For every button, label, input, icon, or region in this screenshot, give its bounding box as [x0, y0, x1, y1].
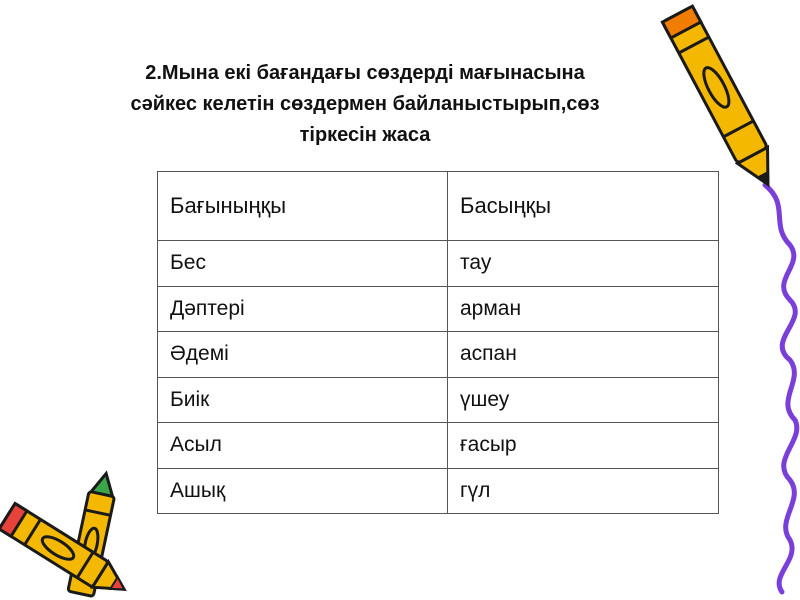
table-cell: үшеу	[448, 377, 719, 423]
table-cell: ғасыр	[448, 423, 719, 469]
table-cell: Асыл	[158, 423, 448, 469]
table-cell: Биік	[158, 377, 448, 423]
ribbon-decoration	[765, 185, 797, 592]
table-cell: Ашық	[158, 468, 448, 514]
column-header-dependent: Бағыныңқы	[158, 172, 448, 241]
column-header-head: Басыңқы	[448, 172, 719, 241]
crayon-top-right-icon	[662, 6, 783, 192]
table-cell: тау	[448, 241, 719, 287]
title-line-2: сәйкес келетін сөздермен байланыстырып,сөз	[130, 93, 600, 115]
title-line-3: тіркесін жаса	[299, 124, 431, 146]
table-cell: аспан	[448, 332, 719, 378]
crayon-red-icon	[0, 503, 132, 600]
title-line-1: 2.Мына екі бағандағы сөздерді мағынасына	[145, 62, 585, 84]
table-cell: гүл	[448, 468, 719, 514]
table-cell: Дәптері	[158, 286, 448, 332]
table-cell: Әдемі	[158, 332, 448, 378]
table-cell: арман	[448, 286, 719, 332]
table-cell: Бес	[158, 241, 448, 287]
